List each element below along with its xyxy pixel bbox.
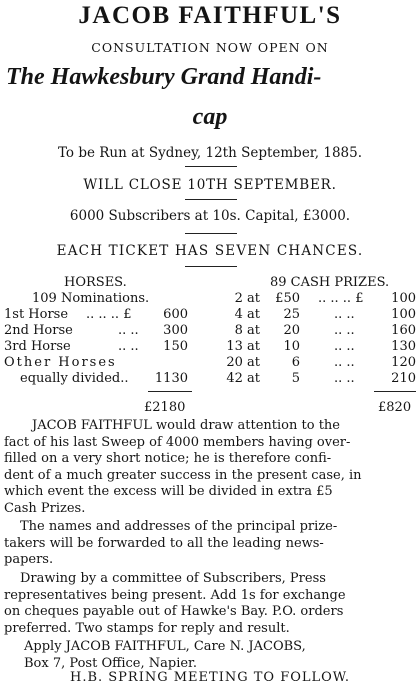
prize-count: 4 at bbox=[234, 307, 260, 322]
text-line: preferred. Two stamps for reply and result. bbox=[4, 620, 290, 636]
prize-total: 210 bbox=[391, 371, 416, 386]
divider bbox=[185, 166, 237, 167]
footer-note: H.B. SPRING MEETING TO FOLLOW. bbox=[69, 670, 351, 685]
subtitle: CONSULTATION NOW OPEN ON bbox=[91, 40, 329, 55]
horse-label: 2nd Horse bbox=[4, 323, 73, 338]
text-line: Cash Prizes. bbox=[4, 500, 86, 516]
drawing-paragraph bbox=[4, 571, 416, 637]
horse-label: equally divided.. bbox=[20, 371, 129, 386]
prizes-heading: 89 CASH PRIZES. bbox=[270, 275, 390, 290]
text-line: takers will be forwarded to all the leading news- bbox=[4, 535, 324, 551]
text-line: dent of a much greater success in the present case, in bbox=[4, 467, 362, 483]
closing-date: WILL CLOSE 10TH SEPTEMBER. bbox=[83, 177, 337, 193]
prize-dots: .. .. bbox=[334, 323, 355, 338]
prize-count: 20 at bbox=[226, 355, 260, 370]
horse-value: 1130 bbox=[154, 371, 188, 386]
notice-paragraph bbox=[4, 418, 416, 517]
prize-total: 120 bbox=[391, 355, 416, 370]
horse-dots: .. .. bbox=[118, 323, 139, 338]
prize-dots: .. .. bbox=[334, 307, 355, 322]
prizes-total: £820 bbox=[378, 400, 412, 415]
prize-each: 6 bbox=[291, 355, 300, 370]
horses-heading: HORSES. bbox=[64, 275, 127, 290]
text-line: Apply JACOB FAITHFUL, Care N. JACOBS, bbox=[24, 639, 306, 654]
horse-value: 300 bbox=[163, 323, 188, 338]
text-line: filled on a very short notice; he is therefore confi- bbox=[4, 451, 332, 466]
divider bbox=[185, 199, 237, 200]
prize-each: 10 bbox=[283, 339, 300, 354]
prize-each: 5 bbox=[291, 371, 300, 386]
horse-value: 150 bbox=[163, 339, 188, 354]
headline-title: JACOB FAITHFUL'S bbox=[78, 2, 342, 29]
prize-dots: .. .. bbox=[334, 339, 355, 354]
text-line: fact of his last Sweep of 4000 members having over- bbox=[4, 434, 351, 450]
horse-value: 600 bbox=[163, 307, 188, 322]
prize-count: 13 at bbox=[226, 339, 260, 354]
prize-dots: .. .. .. £ bbox=[318, 291, 364, 306]
race-title-continued: cap bbox=[192, 104, 228, 130]
prize-count: 2 at bbox=[234, 291, 260, 306]
text-line: on cheques payable out of Hawke's Bay. P.O. orders bbox=[4, 604, 344, 619]
text-line: papers. bbox=[4, 552, 54, 567]
divider bbox=[185, 233, 237, 234]
horse-label: Other Horses bbox=[4, 355, 117, 370]
prize-each: 25 bbox=[283, 307, 300, 322]
prize-total: 130 bbox=[391, 339, 416, 354]
apply-paragraph bbox=[4, 639, 416, 672]
run-date: To be Run at Sydney, 12th September, 1885. bbox=[57, 145, 363, 161]
prize-total: 100 bbox=[391, 291, 416, 306]
race-title: The Hawkesbury Grand Handi- bbox=[6, 64, 322, 90]
prize-dots: .. .. bbox=[334, 355, 355, 370]
text-line: JACOB FAITHFUL would draw attention to the bbox=[32, 418, 340, 433]
text-line: Box 7, Post Office, Napier. bbox=[24, 655, 197, 671]
horse-label: 3rd Horse bbox=[4, 339, 71, 354]
prize-dots: .. .. bbox=[334, 371, 355, 386]
chances-line: EACH TICKET HAS SEVEN CHANCES. bbox=[56, 243, 364, 259]
text-line: which event the excess will be divided in extra £5 bbox=[4, 484, 333, 499]
prize-count: 8 at bbox=[234, 323, 260, 338]
prize-count: 42 at bbox=[226, 371, 260, 386]
text-line: representatives being present. Add 1s for exchange bbox=[4, 587, 346, 603]
prize-each: 20 bbox=[283, 323, 300, 338]
subscribers-capital: 6000 Subscribers at 10s. Capital, £3000. bbox=[69, 208, 351, 224]
prizetakers-paragraph bbox=[4, 519, 416, 569]
prize-total: 160 bbox=[391, 323, 416, 338]
text-line: The names and addresses of the principal prize- bbox=[20, 519, 338, 534]
total-rule bbox=[148, 391, 192, 392]
prize-total: 100 bbox=[391, 307, 416, 322]
divider bbox=[185, 266, 237, 267]
horses-total: £2180 bbox=[144, 400, 186, 415]
text-line: Drawing by a committee of Subscribers, Press bbox=[20, 571, 326, 586]
prize-each: £50 bbox=[275, 291, 300, 306]
horse-dots: .. .. .. £ bbox=[86, 307, 132, 322]
total-rule bbox=[374, 391, 416, 392]
nominations: 109 Nominations. bbox=[32, 291, 150, 306]
horse-dots: .. .. bbox=[118, 339, 139, 354]
horse-label: 1st Horse bbox=[4, 307, 69, 322]
